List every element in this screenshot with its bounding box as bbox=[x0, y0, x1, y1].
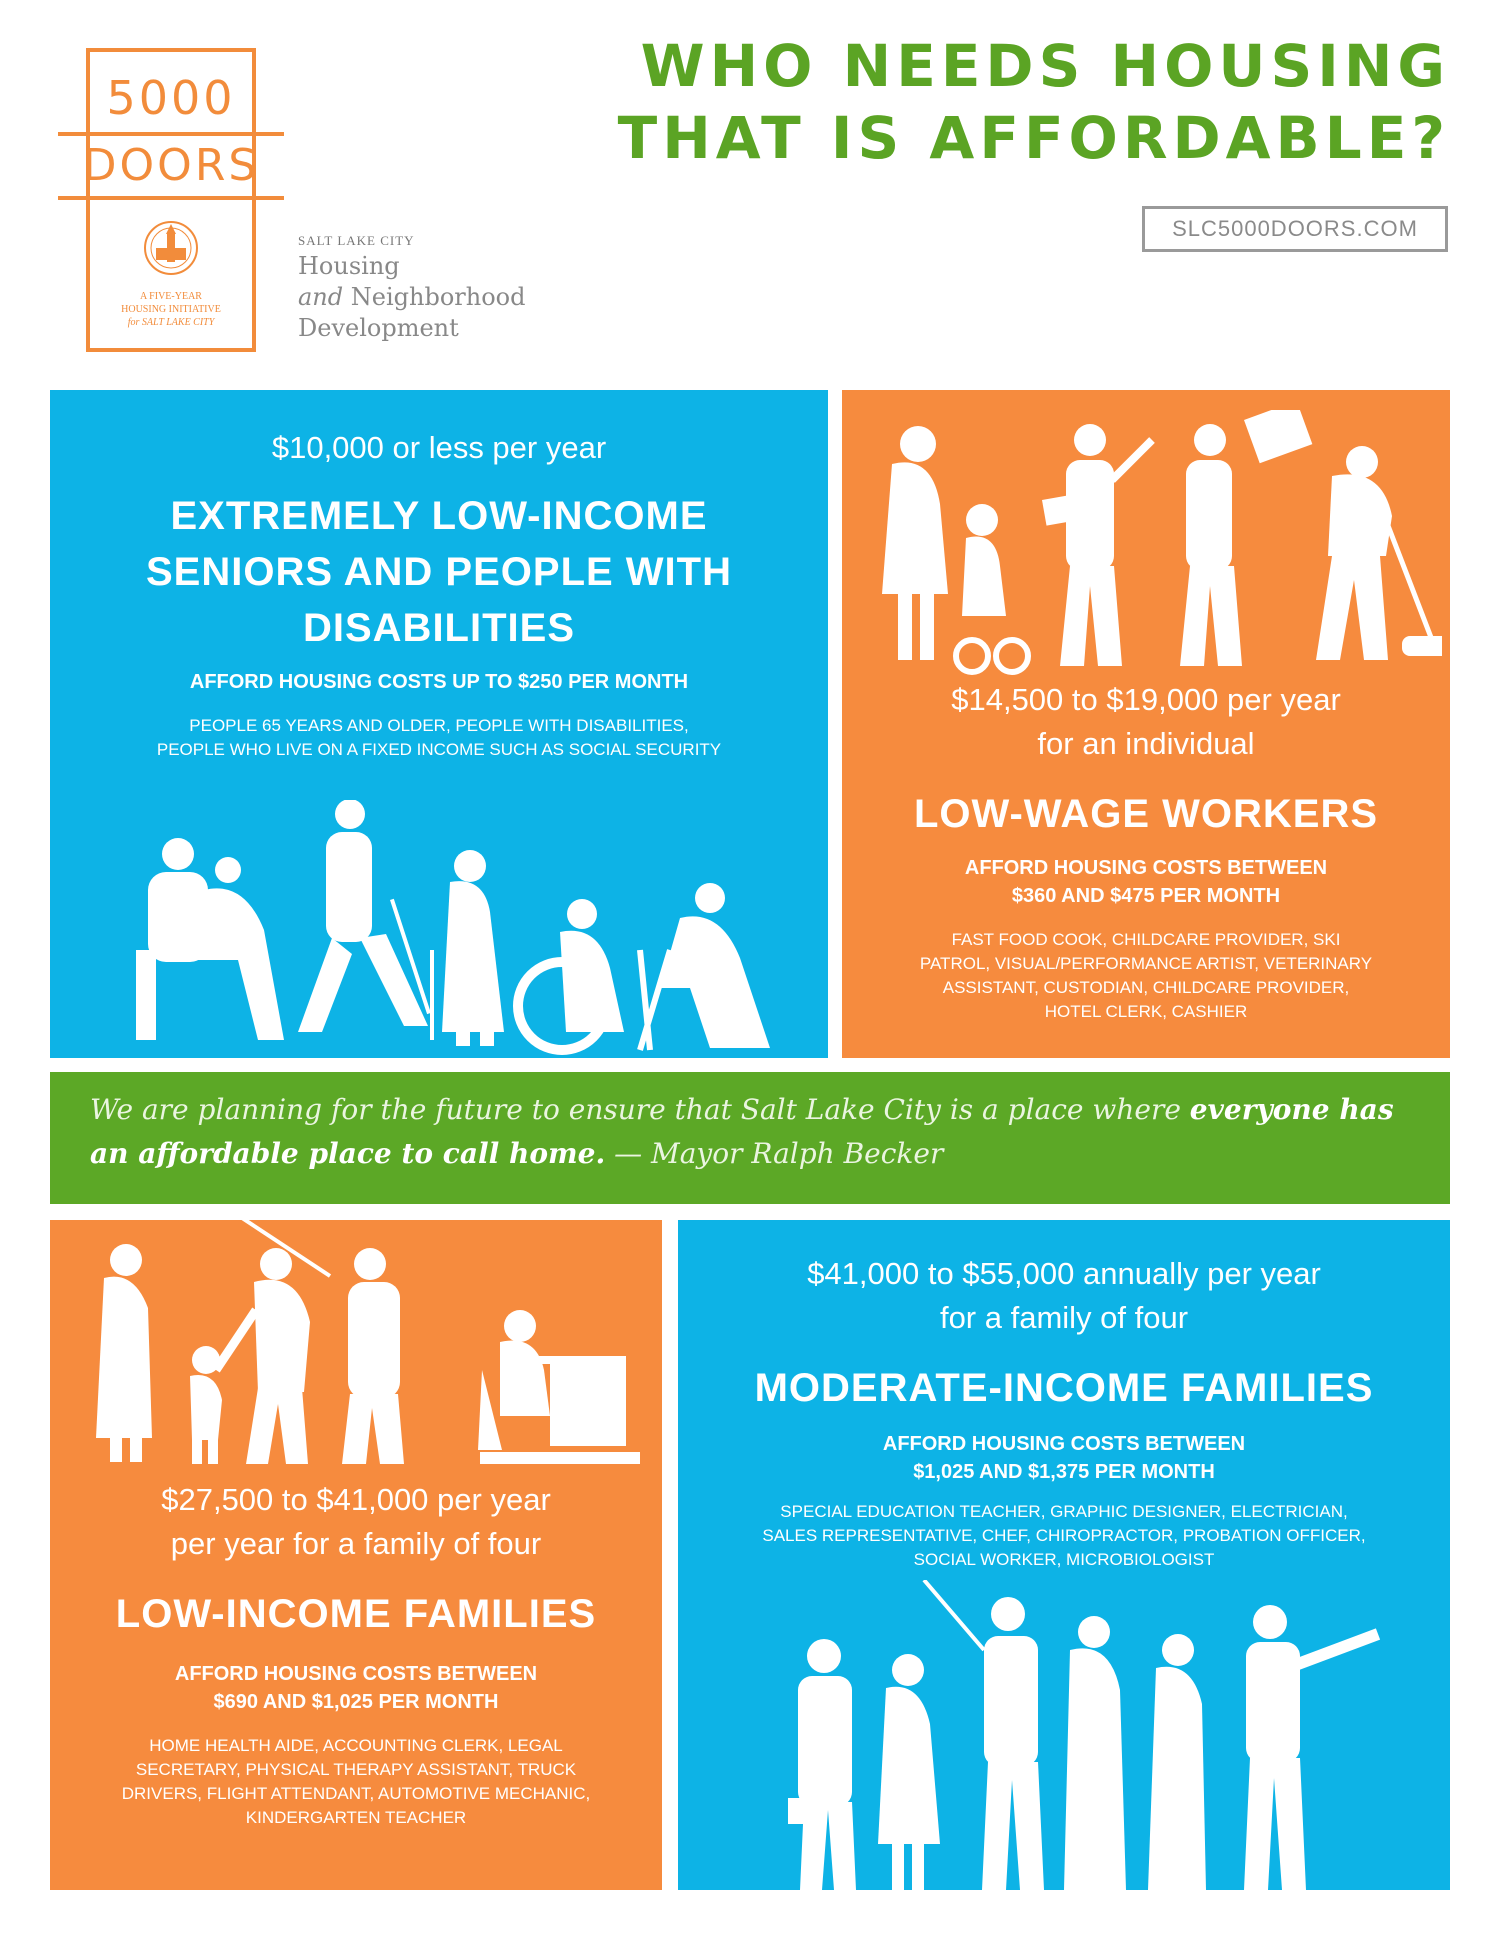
panel-heading-line-1: EXTREMELY LOW-INCOME bbox=[170, 494, 708, 538]
example-people bbox=[50, 714, 828, 762]
income-range: $10,000 or less per year bbox=[271, 430, 607, 465]
panel-heading: LOW-WAGE WORKERS bbox=[913, 792, 1379, 836]
logo-frame-top bbox=[86, 48, 256, 52]
example-jobs bbox=[50, 1734, 662, 1830]
example-jobs-line-2: SECRETARY, PHYSICAL THERAPY ASSISTANT, TRUCK bbox=[135, 1760, 577, 1779]
city-seal-icon bbox=[140, 218, 202, 278]
income-range bbox=[842, 678, 1450, 766]
example-jobs-line-4: KINDERGARTEN TEACHER bbox=[245, 1808, 467, 1827]
afford-costs-line-1: AFFORD HOUSING COSTS BETWEEN bbox=[174, 1663, 538, 1685]
example-jobs bbox=[842, 928, 1450, 1024]
seniors-silhouettes-icon bbox=[120, 800, 780, 1058]
income-range-line-1: $27,500 to $41,000 per year bbox=[161, 1482, 551, 1517]
page-title-line-1: WHO NEEDS HOUSING bbox=[640, 32, 1450, 100]
panel-low-income-families bbox=[50, 1220, 662, 1890]
example-jobs-line-1: SPECIAL EDUCATION TEACHER, GRAPHIC DESIGNER, ELECTRICIAN, bbox=[780, 1502, 1348, 1521]
afford-costs: AFFORD HOUSING COSTS UP TO $250 PER MONTH bbox=[189, 671, 689, 693]
logo-tagline-2: HOUSING INITIATIVE bbox=[121, 304, 221, 315]
income-range-line-2: for a family of four bbox=[939, 1300, 1189, 1335]
quote-text: We are planning for the future to ensure that Salt Lake City is a place where bbox=[90, 1093, 1190, 1126]
panel-extremely-low-income bbox=[50, 390, 828, 1058]
example-jobs-line-2: PATROL, VISUAL/PERFORMANCE ARTIST, VETERINARY bbox=[919, 954, 1373, 973]
quote-attribution: — Mayor Ralph Becker bbox=[605, 1137, 944, 1170]
afford-costs bbox=[842, 854, 1450, 910]
panel-moderate-income-families bbox=[678, 1220, 1450, 1890]
logo-tagline-3: for SALT LAKE CITY bbox=[127, 317, 215, 328]
mayor-quote-banner bbox=[50, 1072, 1450, 1204]
example-people-line-1: PEOPLE 65 YEARS AND OLDER, PEOPLE WITH DISABILITIES, bbox=[189, 716, 689, 735]
income-range-line-1: $41,000 to $55,000 annually per year bbox=[807, 1256, 1321, 1291]
afford-costs bbox=[678, 1430, 1450, 1486]
example-jobs bbox=[678, 1500, 1450, 1572]
workers-silhouettes-icon bbox=[862, 410, 1442, 680]
logo-rule-2 bbox=[58, 196, 284, 200]
quote-emphasis: everyone has an affordable place to call home. bbox=[90, 1093, 1394, 1170]
example-jobs-line-1: HOME HEALTH AIDE, ACCOUNTING CLERK, LEGAL bbox=[149, 1736, 563, 1755]
families-silhouettes-icon bbox=[80, 1220, 650, 1470]
panel-heading: LOW-INCOME FAMILIES bbox=[115, 1592, 597, 1636]
department-line-1: Housing bbox=[298, 252, 400, 280]
example-jobs-line-3: ASSISTANT, CUSTODIAN, CHILDCARE PROVIDER, bbox=[942, 978, 1350, 997]
example-jobs-line-3: SOCIAL WORKER, MICROBIOLOGIST bbox=[913, 1550, 1215, 1569]
logo-tagline-1: A FIVE-YEAR bbox=[140, 291, 202, 302]
logo-rule-1 bbox=[58, 132, 284, 136]
afford-costs-line-2: $690 AND $1,025 PER MONTH bbox=[213, 1691, 499, 1713]
logo-frame-right bbox=[252, 48, 256, 352]
panel-low-wage-workers bbox=[842, 390, 1450, 1058]
logo-number: 5000 bbox=[106, 71, 236, 125]
income-range-line-2: for an individual bbox=[1037, 726, 1255, 761]
page-title bbox=[550, 30, 1450, 174]
example-jobs-line-1: FAST FOOD COOK, CHILDCARE PROVIDER, SKI bbox=[951, 930, 1341, 949]
example-jobs-line-2: SALES REPRESENTATIVE, CHEF, CHIROPRACTOR, PROBATION OFFICER, bbox=[762, 1526, 1366, 1545]
afford-costs bbox=[50, 1660, 662, 1716]
example-people-line-2: PEOPLE WHO LIVE ON A FIXED INCOME SUCH AS SOCIAL SECURITY bbox=[156, 740, 722, 759]
panel-heading-line-2: SENIORS AND PEOPLE WITH bbox=[145, 550, 732, 594]
panel-heading bbox=[50, 488, 828, 656]
panel-heading-line-3: DISABILITIES bbox=[302, 606, 576, 650]
income-range-line-2: per year for a family of four bbox=[170, 1526, 542, 1561]
panel-heading: MODERATE-INCOME FAMILIES bbox=[754, 1366, 1374, 1410]
income-range bbox=[50, 1478, 662, 1566]
afford-costs-line-2: $360 AND $475 PER MONTH bbox=[1011, 885, 1281, 907]
example-jobs-line-4: HOTEL CLERK, CASHIER bbox=[1044, 1002, 1248, 1021]
page-title-line-2: THAT IS AFFORDABLE? bbox=[617, 104, 1450, 172]
example-jobs-line-3: DRIVERS, FLIGHT ATTENDANT, AUTOMOTIVE MECHANIC, bbox=[121, 1784, 591, 1803]
mayor-quote bbox=[90, 1088, 1430, 1176]
department-line-2: and Neighborhood bbox=[298, 283, 526, 311]
department-line-3: Development bbox=[298, 314, 459, 342]
afford-costs-line-1: AFFORD HOUSING COSTS BETWEEN bbox=[882, 1433, 1246, 1455]
professionals-silhouettes-icon bbox=[758, 1580, 1398, 1890]
afford-costs-line-2: $1,025 AND $1,375 PER MONTH bbox=[913, 1461, 1215, 1483]
website-link[interactable]: SLC5000DOORS.COM bbox=[1142, 206, 1448, 252]
afford-costs-line-1: AFFORD HOUSING COSTS BETWEEN bbox=[964, 857, 1328, 879]
income-range-line-1: $14,500 to $19,000 per year bbox=[951, 682, 1341, 717]
logo-doors: DOORS bbox=[82, 140, 260, 191]
logo-frame-bottom bbox=[86, 348, 256, 352]
department-city: SALT LAKE CITY bbox=[298, 233, 415, 248]
income-range bbox=[678, 1252, 1450, 1340]
